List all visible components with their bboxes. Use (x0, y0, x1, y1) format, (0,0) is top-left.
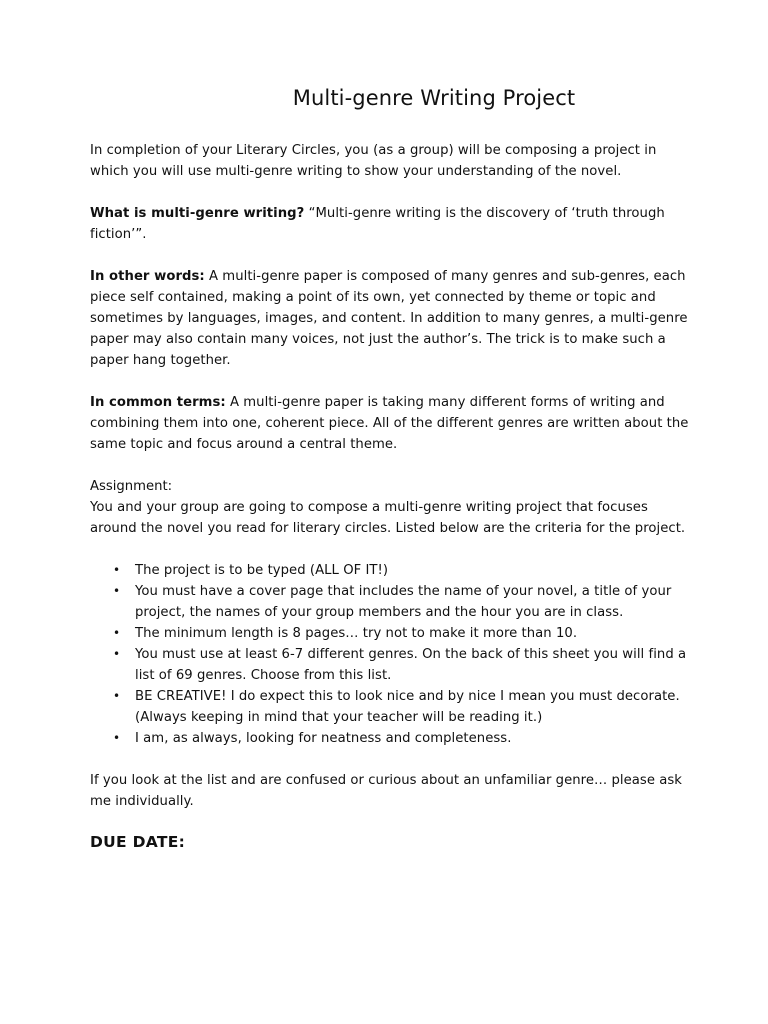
bullet-icon: • (113, 689, 121, 703)
list-item (90, 644, 690, 686)
document-page (90, 86, 690, 851)
criteria-list (90, 560, 690, 749)
bullet-icon: • (113, 563, 121, 577)
common-terms-text: A multi-genre paper is taking many different forms of writing and combining them into one, coherent piece. All of the different genres are written about the same topic and focus around a central theme. (90, 395, 689, 452)
other-words-paragraph (90, 266, 690, 371)
criteria-text: The project is to be typed (ALL OF IT!) (135, 563, 389, 578)
list-item (90, 623, 690, 644)
assignment-heading: Assignment: (90, 479, 173, 494)
page-title: Multi-genre Writing Project (292, 86, 576, 110)
intro-paragraph: In completion of your Literary Circles, you (as a group) will be composing a project in which you will use multi-genre writing to show your understanding of the novel. (90, 143, 657, 179)
list-item (90, 728, 690, 749)
other-words-lead: In other words: (90, 269, 205, 284)
what-is-lead: What is multi-genre writing? (90, 206, 305, 221)
criteria-text: You must have a cover page that includes the name of your novel, a title of your project, the names of your group members and the hour you are in class. (135, 584, 672, 620)
criteria-text: You must use at least 6-7 different genres. On the back of this sheet you will find a list of 69 genres. Choose from this list. (135, 647, 687, 683)
list-item (90, 560, 690, 581)
criteria-text: BE CREATIVE! I do expect this to look nice and by nice I mean you must decorate. (Always keeping in mind that your teacher will be reading it.) (135, 689, 680, 725)
common-terms-lead: In common terms: (90, 395, 226, 410)
bullet-icon: • (113, 647, 121, 661)
closing-paragraph: If you look at the list and are confused or curious about an unfamiliar genre… please ask me individually. (90, 773, 682, 809)
bullet-icon: • (113, 584, 121, 598)
common-terms-paragraph (90, 392, 690, 455)
other-words-text: A multi-genre paper is composed of many genres and sub-genres, each piece self contained, making a point of its own, yet connected by theme or topic and sometimes by languages, images, and content. In addition to many genres, a multi-genre paper may also contain many voices, not just the author’s. The trick is to make such a paper hang together. (90, 269, 688, 368)
due-date-label: DUE DATE: (90, 833, 186, 851)
what-is-paragraph (90, 203, 690, 245)
list-item (90, 581, 690, 623)
criteria-text: The minimum length is 8 pages… try not to make it more than 10. (135, 626, 578, 641)
bullet-icon: • (113, 731, 121, 745)
assignment-paragraph: You and your group are going to compose a multi-genre writing project that focuses around the novel you read for literary circles. Listed below are the criteria for the project. (90, 500, 686, 536)
what-is-text: “Multi-genre writing is the discovery of ‘truth through fiction’”. (90, 206, 665, 242)
bullet-icon: • (113, 626, 121, 640)
list-item (90, 686, 690, 728)
criteria-text: I am, as always, looking for neatness and completeness. (135, 731, 512, 746)
